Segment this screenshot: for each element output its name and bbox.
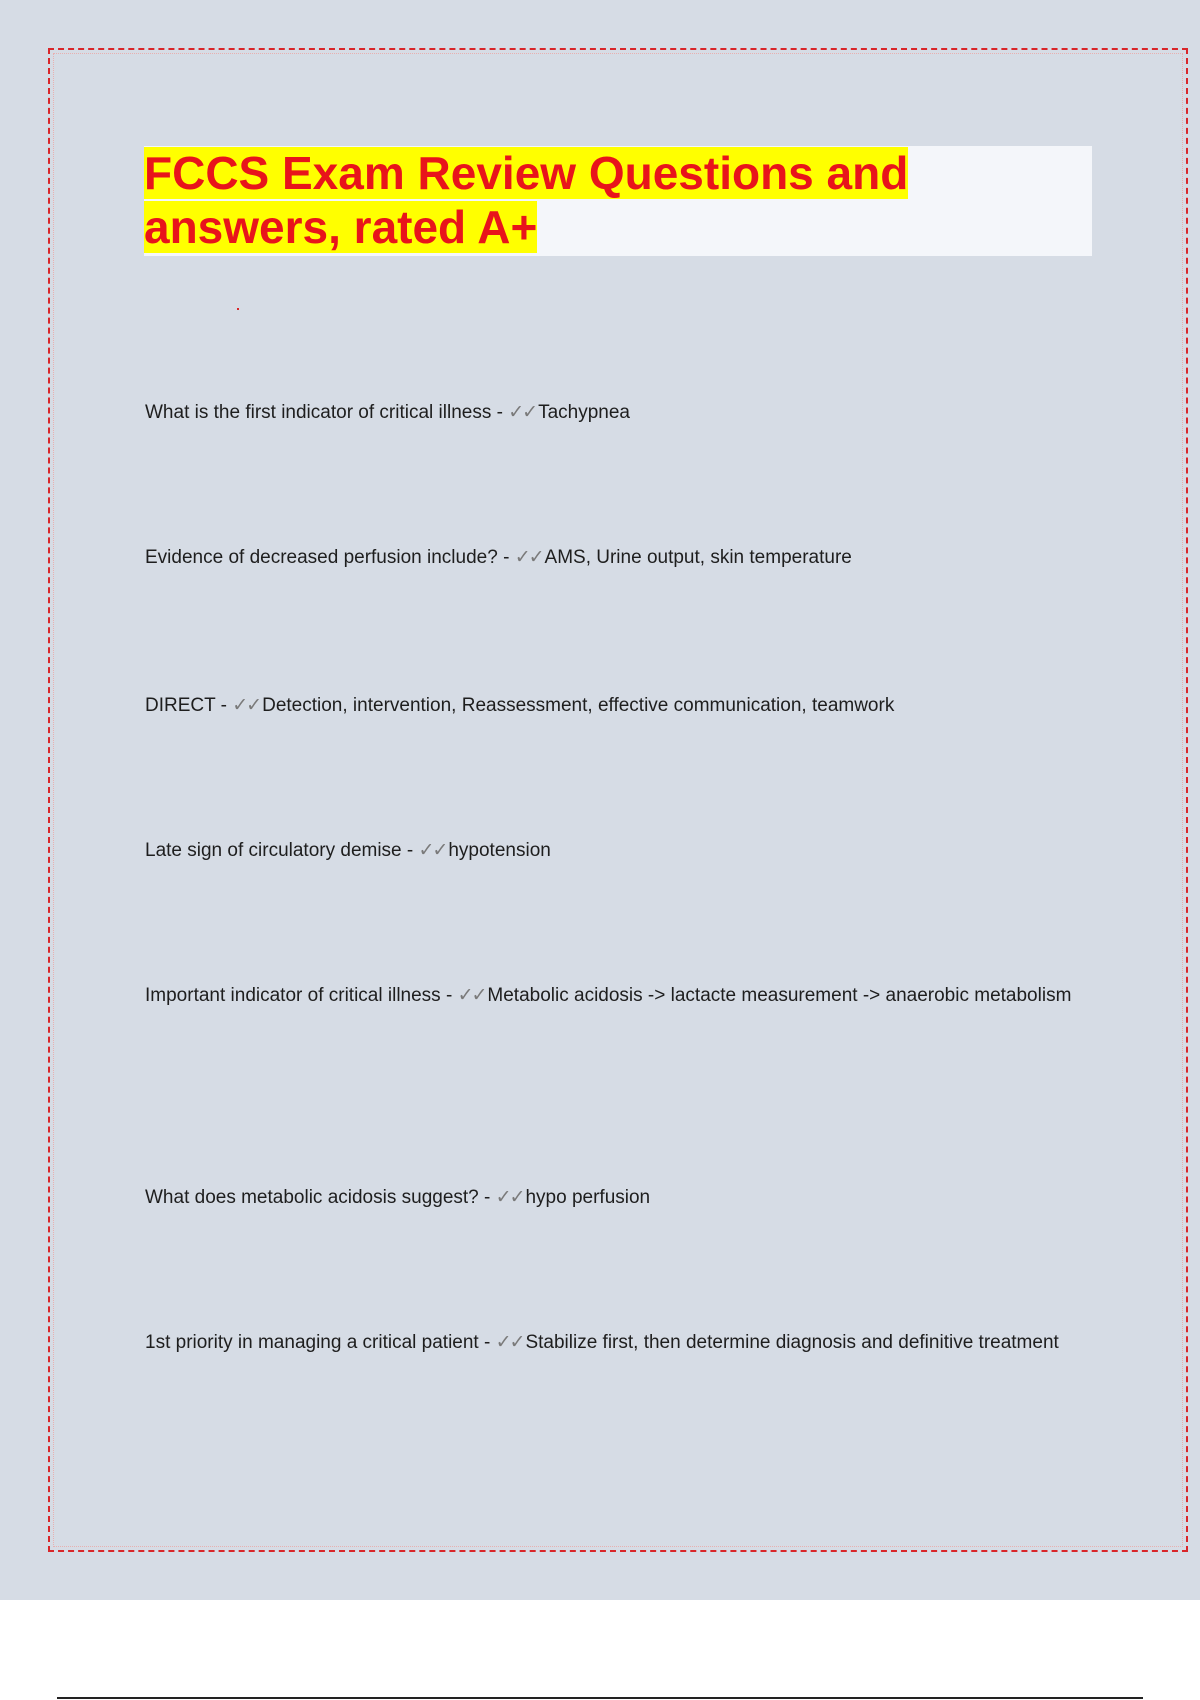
question-text: Late sign of circulatory demise - [145,840,419,861]
double-check-icon: ✓✓ [514,547,543,568]
qa-item-1 [145,384,1075,442]
qa-item-5 [145,967,1075,1025]
qa-item-3 [145,677,1075,735]
qa-item-7 [145,1314,1075,1372]
question-text: What is the first indicator of critical illness - [145,402,509,423]
double-check-icon: ✓✓ [495,1332,524,1353]
document-title [144,146,974,254]
double-check-icon: ✓✓ [418,840,447,861]
double-check-icon: ✓✓ [508,402,537,423]
qa-item-6 [145,1169,1075,1227]
question-text: 1st priority in managing a critical patient - [145,1332,496,1353]
question-text: Evidence of decreased perfusion include? - [145,547,515,568]
qa-item-4 [145,822,1075,880]
answer-text: Metabolic acidosis -> lactacte measurement -> anaerobic metabolism [487,985,1072,1006]
double-check-icon: ✓✓ [457,985,486,1006]
answer-text: AMS, Urine output, skin temperature [544,547,852,568]
question-text: DIRECT - [145,695,233,716]
answer-text: hypo perfusion [525,1187,651,1208]
double-check-icon: ✓✓ [232,695,261,716]
answer-text: Detection, intervention, Reassessment, effective communication, teamwork [262,695,895,716]
qa-item-2 [145,529,1075,587]
answer-text: Tachypnea [538,402,630,423]
title-highlight: FCCS Exam Review Questions and answers, rated A+ [144,147,909,253]
double-check-icon: ✓✓ [495,1187,524,1208]
question-text: Important indicator of critical illness - [145,985,458,1006]
bottom-divider [57,1697,1143,1699]
answer-text: hypotension [448,840,551,861]
question-text: What does metabolic acidosis suggest? - [145,1187,496,1208]
answer-text: Stabilize first, then determine diagnosis and definitive treatment [525,1332,1059,1353]
stray-dot [237,308,239,310]
